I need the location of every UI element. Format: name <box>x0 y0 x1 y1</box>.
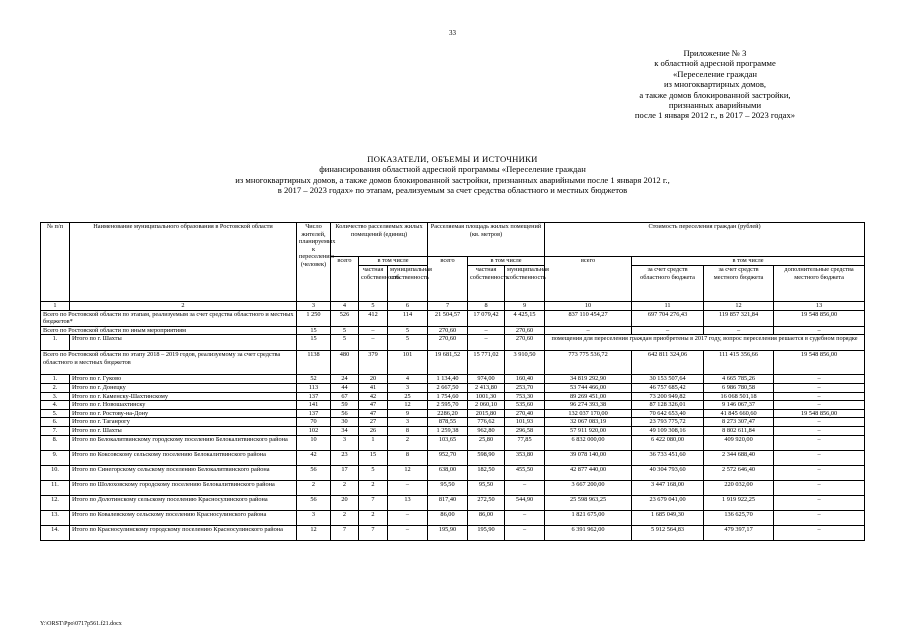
cell-value: 1138 <box>297 351 331 375</box>
cell-value: 12 <box>388 465 428 480</box>
column-number: 11 <box>632 302 704 311</box>
cell-value: 132 037 170,00 <box>545 409 632 418</box>
cell-value: 25 598 963,25 <box>545 495 632 510</box>
cell-value: 101,93 <box>505 418 545 427</box>
cell-value: – <box>505 525 545 540</box>
cell-value: – <box>388 525 428 540</box>
cell-value: 44 <box>331 383 359 392</box>
cell-value: 5 <box>331 326 359 335</box>
cell-value: 638,00 <box>428 465 468 480</box>
cell-value: 15 <box>359 450 388 465</box>
cell-value: 15 <box>297 326 331 335</box>
cell-value: 4 665 785,26 <box>704 375 774 384</box>
cell-value: – <box>774 465 865 480</box>
cell-value: 67 <box>331 392 359 401</box>
row-label: Итого по г. Ростову-на-Дону <box>70 409 297 418</box>
appendix-line: к областной адресной программе <box>654 58 776 69</box>
cell-value: 39 078 140,00 <box>545 450 632 465</box>
column-number: 1 <box>41 302 70 311</box>
cell-value: 409 920,00 <box>704 435 774 450</box>
row-label: Итого по Ковалевскому сельскому поселению Красносулинского района <box>70 510 297 525</box>
cell-value: 2 413,80 <box>468 383 505 392</box>
column-number: 5 <box>359 302 388 311</box>
cell-value: – <box>388 480 428 495</box>
other-measures-row <box>41 326 865 335</box>
cell-value: 19 548 856,00 <box>774 310 865 326</box>
cell-value: 10 <box>297 435 331 450</box>
table-row <box>41 426 865 435</box>
cell-value: 34 819 292,90 <box>545 375 632 384</box>
column-number: 6 <box>388 302 428 311</box>
cell-value: 195,90 <box>468 525 505 540</box>
table-row <box>41 465 865 480</box>
cell-value: 6 422 080,00 <box>632 435 704 450</box>
cell-value: 195,90 <box>428 525 468 540</box>
cell-value: 2286,20 <box>428 409 468 418</box>
cell-value: 1 259,38 <box>428 426 468 435</box>
table-row <box>41 450 865 465</box>
cell-value: 182,50 <box>468 465 505 480</box>
header-area-group: Расселяемая площадь жилых помещений (кв. метров) <box>428 223 545 257</box>
cell-value: 3 910,50 <box>505 351 545 375</box>
cell-value: – <box>774 401 865 410</box>
cell-value: 86,00 <box>428 510 468 525</box>
row-number: 3. <box>41 392 70 401</box>
cell-value: – <box>774 392 865 401</box>
cell-value: 30 153 507,64 <box>632 375 704 384</box>
table-row <box>41 435 865 450</box>
appendix-line: из многоквартирных домов, <box>663 79 767 90</box>
table-row <box>41 495 865 510</box>
cell-value: 479 397,17 <box>704 525 774 540</box>
table-row <box>41 375 865 384</box>
cell-value: 141 <box>297 401 331 410</box>
column-number: 9 <box>505 302 545 311</box>
cell-value: 6 832 000,00 <box>545 435 632 450</box>
cell-value: 87 128 326,01 <box>632 401 704 410</box>
row-label: Итого по Долотинскому сельскому поселению Красносулинского района <box>70 495 297 510</box>
header-qty-group: Количество расселяемых жилых помещений (единиц) <box>331 223 428 257</box>
cell-value: 598,90 <box>468 450 505 465</box>
cell-value: 5 <box>388 326 428 335</box>
cell-value: – <box>774 435 865 450</box>
cell-value: 4 425,15 <box>505 310 545 326</box>
row-label: Итого по г. Шахты <box>70 426 297 435</box>
cell-value: 41 <box>359 383 388 392</box>
cell-value: 3 <box>297 510 331 525</box>
cell-value: 114 <box>388 310 428 326</box>
table-row <box>41 401 865 410</box>
row-number: 10. <box>41 465 70 480</box>
cell-value: 2 344 688,40 <box>704 450 774 465</box>
cell-value: 2 <box>331 480 359 495</box>
cell-value: – <box>774 450 865 465</box>
cell-value: 8 <box>388 426 428 435</box>
header-num: № п/п <box>41 223 70 302</box>
cell-value: 1 250 <box>297 310 331 326</box>
cell-value: 544,90 <box>505 495 545 510</box>
stage-total-row <box>41 351 865 375</box>
cell-value: 7 <box>359 525 388 540</box>
row-label: Всего по Ростовской области по этапам, реализуемым за счет средства областного и местных бюджетов* <box>41 310 297 326</box>
cell-value: 379 <box>359 351 388 375</box>
cell-value: 253,70 <box>505 383 545 392</box>
cell-value: 642 811 324,06 <box>632 351 704 375</box>
header-extra-funds: дополнительные средства местного бюджета <box>774 266 865 302</box>
column-number: 10 <box>545 302 632 311</box>
cell-value: 272,50 <box>468 495 505 510</box>
cell-value: 2 572 646,40 <box>704 465 774 480</box>
row-number: 6. <box>41 418 70 427</box>
cell-value: 6 391 962,00 <box>545 525 632 540</box>
cell-value: 27 <box>359 418 388 427</box>
cell-value: 8 <box>388 450 428 465</box>
cell-value: 17 079,42 <box>468 310 505 326</box>
appendix-line: после 1 января 2012 г., в 2017 – 2023 годах» <box>634 110 796 121</box>
cell-value: 5 <box>331 335 359 351</box>
cell-value: 2 667,50 <box>428 383 468 392</box>
row-label: Итого по г. Таганрогу <box>70 418 297 427</box>
heading-line: в 2017 – 2023 годах» по этапам, реализуемым за счет средства областного и местных бюджетов <box>277 185 628 196</box>
document-title: ПОКАЗАТЕЛИ, ОБЪЕМЫ И ИСТОЧНИКИ <box>367 154 538 164</box>
cell-value: 3 667 200,00 <box>545 480 632 495</box>
cell-value: 30 <box>331 418 359 427</box>
header-regional-budget: за счет средств областного бюджета <box>632 266 704 302</box>
header-cost-total: всего <box>545 257 632 302</box>
cell-value: – <box>774 383 865 392</box>
cell-value: – <box>505 510 545 525</box>
cell-value: 25,80 <box>468 435 505 450</box>
cell-value: 5 <box>388 335 428 351</box>
cell-value: 270,60 <box>428 326 468 335</box>
total-row <box>41 310 865 326</box>
cell-value: 19 548 856,00 <box>774 409 865 418</box>
row-label: Итого по Коксовскому сельскому поселению Белокалитвинского района <box>70 450 297 465</box>
cell-value: 2 <box>359 480 388 495</box>
cell-value: 962,80 <box>468 426 505 435</box>
cell-value: 73 200 949,82 <box>632 392 704 401</box>
cell-value: – <box>774 375 865 384</box>
cell-value: 15 <box>297 335 331 351</box>
row-number: 12. <box>41 495 70 510</box>
cell-value: 2 <box>297 480 331 495</box>
cell-value: 12 <box>297 525 331 540</box>
header-qty-total: всего <box>331 257 359 302</box>
cell-value: 42 <box>297 450 331 465</box>
appendix-block <box>570 48 860 121</box>
header-name: Наименование муниципального образования в Ростовской области <box>70 223 297 302</box>
row-number: 1. <box>41 335 70 351</box>
cell-value: 70 642 653,40 <box>632 409 704 418</box>
cell-value: 137 <box>297 392 331 401</box>
cell-value: 119 857 321,84 <box>704 310 774 326</box>
court-note: помещения для переселения граждан приобретены в 2017 году, вопрос переселения решается в судебном порядке <box>545 335 865 351</box>
appendix-line: Приложение № 3 <box>683 48 747 58</box>
cell-value: 8 802 611,84 <box>704 426 774 435</box>
cell-value: 12 <box>388 401 428 410</box>
cell-value: 8 273 307,47 <box>704 418 774 427</box>
cell-value: 2 595,70 <box>428 401 468 410</box>
cell-value: 412 <box>359 310 388 326</box>
file-path-footer: Y:\ORST\Ppo\0717p561.f21.docx <box>40 621 122 627</box>
cell-value: 773 775 536,72 <box>545 351 632 375</box>
header-cost-incl: в том числе <box>632 257 865 266</box>
row-label: Итого по Белокалитвинскому городскому поселению Белокалитвинского района <box>70 435 297 450</box>
cell-value: 5 912 564,83 <box>632 525 704 540</box>
cell-value: 36 733 451,60 <box>632 450 704 465</box>
cell-value: 56 <box>297 465 331 480</box>
cell-value: – <box>468 335 505 351</box>
cell-value: 1 <box>359 435 388 450</box>
cell-value: 59 <box>331 401 359 410</box>
cell-value: 41 845 660,60 <box>704 409 774 418</box>
appendix-line: признанных аварийными <box>668 100 762 111</box>
cell-value: 7 <box>331 525 359 540</box>
heading-line: финансирования областной адресной программы «Переселение граждан <box>319 164 586 175</box>
row-label: Итого по Синегорскому сельскому поселению Белокалитвинского района <box>70 465 297 480</box>
cell-value: 42 877 440,00 <box>545 465 632 480</box>
cell-value: – <box>359 326 388 335</box>
cell-value: 57 911 920,00 <box>545 426 632 435</box>
cell-value: 34 <box>331 426 359 435</box>
cell-value: 56 <box>297 495 331 510</box>
cell-value: 102 <box>297 426 331 435</box>
header-area-private: частная собственность <box>468 266 505 302</box>
cell-value: – <box>388 510 428 525</box>
header-area-incl: в том числе <box>468 257 545 266</box>
cell-value: 535,60 <box>505 401 545 410</box>
cell-value: 13 <box>388 495 428 510</box>
cell-value: 42 <box>359 392 388 401</box>
cell-value: 56 <box>331 409 359 418</box>
cell-value: 2 <box>331 510 359 525</box>
cell-value: 1 134,40 <box>428 375 468 384</box>
row-number: 9. <box>41 450 70 465</box>
cell-value: 2 060,10 <box>468 401 505 410</box>
row-label: Всего по Ростовской области по этапу 2018 – 2019 годов, реализуемому за счет средства областного и местных бюджетов <box>41 351 297 375</box>
cell-value: 3 447 168,00 <box>632 480 704 495</box>
cell-value: 9 146 067,37 <box>704 401 774 410</box>
indicators-table <box>40 222 865 541</box>
cell-value: 455,50 <box>505 465 545 480</box>
cell-value: 25 <box>388 392 428 401</box>
column-number: 8 <box>468 302 505 311</box>
cell-value: – <box>359 335 388 351</box>
row-label: Итого по г. Каменску-Шахтинскому <box>70 392 297 401</box>
cell-value: 1 685 049,30 <box>632 510 704 525</box>
cell-value: 53 744 466,00 <box>545 383 632 392</box>
column-number: 3 <box>297 302 331 311</box>
cell-value: 113 <box>297 383 331 392</box>
column-number-row <box>41 302 865 311</box>
column-number: 13 <box>774 302 865 311</box>
cell-value: 21 504,57 <box>428 310 468 326</box>
cell-value: 270,60 <box>428 335 468 351</box>
row-number: 13. <box>41 510 70 525</box>
cell-value: 137 <box>297 409 331 418</box>
cell-value: 6 986 780,58 <box>704 383 774 392</box>
table-row <box>41 510 865 525</box>
cell-value: 2 <box>388 435 428 450</box>
cell-value: – <box>632 326 704 335</box>
column-number: 12 <box>704 302 774 311</box>
header-qty-municipal: муниципальная собственность <box>388 266 428 302</box>
table-row <box>41 392 865 401</box>
row-label: Итого по г. Донецку <box>70 383 297 392</box>
cell-value: 1 754,60 <box>428 392 468 401</box>
cell-value: 2015,80 <box>468 409 505 418</box>
cell-value: 46 757 685,42 <box>632 383 704 392</box>
cell-value: 296,58 <box>505 426 545 435</box>
cell-value: 20 <box>359 375 388 384</box>
cell-value: 16 068 501,18 <box>704 392 774 401</box>
cell-value: 17 <box>331 465 359 480</box>
cell-value: 2 <box>359 510 388 525</box>
cell-value: 270,40 <box>505 409 545 418</box>
cell-value: 23 <box>331 450 359 465</box>
header-area-municipal: муниципальная собственность <box>505 266 545 302</box>
cell-value: 52 <box>297 375 331 384</box>
row-number: 2. <box>41 383 70 392</box>
cell-value: 353,80 <box>505 450 545 465</box>
row-label: Всего по Ростовской области по иным мероприятиям <box>41 326 297 335</box>
cell-value: 103,65 <box>428 435 468 450</box>
cell-value: 160,40 <box>505 375 545 384</box>
row-number: 11. <box>41 480 70 495</box>
header-qty-incl: в том числе <box>359 257 428 266</box>
page-number: 33 <box>449 29 456 37</box>
table-row <box>41 409 865 418</box>
cell-value: – <box>545 326 632 335</box>
cell-value: 96 274 393,38 <box>545 401 632 410</box>
cell-value: 753,30 <box>505 392 545 401</box>
row-number: 5. <box>41 409 70 418</box>
cell-value: – <box>774 418 865 427</box>
cell-value: 70 <box>297 418 331 427</box>
header-qty-private: частная собственность <box>359 266 388 302</box>
row-number: 8. <box>41 435 70 450</box>
cell-value: 111 415 356,66 <box>704 351 774 375</box>
heading-line: из многоквартирных домов, а также домов блокированной застройки, признанных аварийными после 1 января 2012 г., <box>235 174 670 185</box>
table-row <box>41 418 865 427</box>
cell-value: 20 <box>331 495 359 510</box>
header-people: Число жителей, планируемых к переселению (человек) <box>297 223 331 302</box>
cell-value: 952,70 <box>428 450 468 465</box>
cell-value: 4 <box>388 375 428 384</box>
cell-value: – <box>704 326 774 335</box>
cell-value: 101 <box>388 351 428 375</box>
cell-value: 32 067 083,19 <box>545 418 632 427</box>
cell-value: 19 681,52 <box>428 351 468 375</box>
cell-value: 270,60 <box>505 335 545 351</box>
cell-value: 817,40 <box>428 495 468 510</box>
cell-value: – <box>774 480 865 495</box>
cell-value: – <box>774 525 865 540</box>
cell-value: – <box>774 326 865 335</box>
cell-value: 47 <box>359 401 388 410</box>
column-number: 2 <box>70 302 297 311</box>
cell-value: 1 919 922,25 <box>704 495 774 510</box>
column-number: 4 <box>331 302 359 311</box>
cell-value: – <box>505 480 545 495</box>
header-area-total: всего <box>428 257 468 302</box>
cell-value: 837 110 454,27 <box>545 310 632 326</box>
cell-value: 23 793 775,72 <box>632 418 704 427</box>
cell-value: 136 625,70 <box>704 510 774 525</box>
cell-value: 878,55 <box>428 418 468 427</box>
appendix-line: «Переселение граждан <box>673 68 757 79</box>
cell-value: 95,50 <box>468 480 505 495</box>
cell-value: 526 <box>331 310 359 326</box>
cell-value: 270,60 <box>505 326 545 335</box>
cell-value: 697 704 276,43 <box>632 310 704 326</box>
cell-value: – <box>774 426 865 435</box>
row-label: Итого по г. Гуково <box>70 375 297 384</box>
cell-value: 24 <box>331 375 359 384</box>
cell-value: 49 109 308,16 <box>632 426 704 435</box>
column-number: 7 <box>428 302 468 311</box>
row-number: 1. <box>41 375 70 384</box>
cell-value: 23 679 041,00 <box>632 495 704 510</box>
table-row <box>41 335 865 351</box>
cell-value: 7 <box>359 495 388 510</box>
cell-value: 974,00 <box>468 375 505 384</box>
cell-value: 89 269 451,00 <box>545 392 632 401</box>
row-label: Итого по г. Новошахтинску <box>70 401 297 410</box>
cell-value: 95,50 <box>428 480 468 495</box>
cell-value: – <box>774 510 865 525</box>
cell-value: 47 <box>359 409 388 418</box>
cell-value: – <box>774 495 865 510</box>
table-row <box>41 525 865 540</box>
cell-value: 1 821 675,00 <box>545 510 632 525</box>
cell-value: 3 <box>388 383 428 392</box>
cell-value: 26 <box>359 426 388 435</box>
cell-value: 220 032,00 <box>704 480 774 495</box>
row-label: Итого по г. Шахты <box>70 335 297 351</box>
cell-value: 1001,30 <box>468 392 505 401</box>
cell-value: 77,85 <box>505 435 545 450</box>
cell-value: 19 548 856,00 <box>774 351 865 375</box>
appendix-line: а также домов блокированной застройки, <box>639 89 791 100</box>
document-heading <box>120 154 785 196</box>
cell-value: 3 <box>388 418 428 427</box>
row-number: 7. <box>41 426 70 435</box>
cell-value: 5 <box>359 465 388 480</box>
cell-value: 9 <box>388 409 428 418</box>
row-label: Итого по Красносулинскому городскому поселению Красносулинского района <box>70 525 297 540</box>
row-label: Итого по Шолоховскому городскому поселению Белокалитвинского района <box>70 480 297 495</box>
header-cost-group: Стоимость переселения граждан (рублей) <box>545 223 865 257</box>
row-number: 14. <box>41 525 70 540</box>
row-number: 4. <box>41 401 70 410</box>
cell-value: 776,62 <box>468 418 505 427</box>
cell-value: 480 <box>331 351 359 375</box>
cell-value: 86,00 <box>468 510 505 525</box>
cell-value: 40 304 793,60 <box>632 465 704 480</box>
table-row <box>41 383 865 392</box>
table-row <box>41 480 865 495</box>
cell-value: 15 771,02 <box>468 351 505 375</box>
cell-value: 3 <box>331 435 359 450</box>
header-local-budget: за счет средств местного бюджета <box>704 266 774 302</box>
cell-value: – <box>468 326 505 335</box>
